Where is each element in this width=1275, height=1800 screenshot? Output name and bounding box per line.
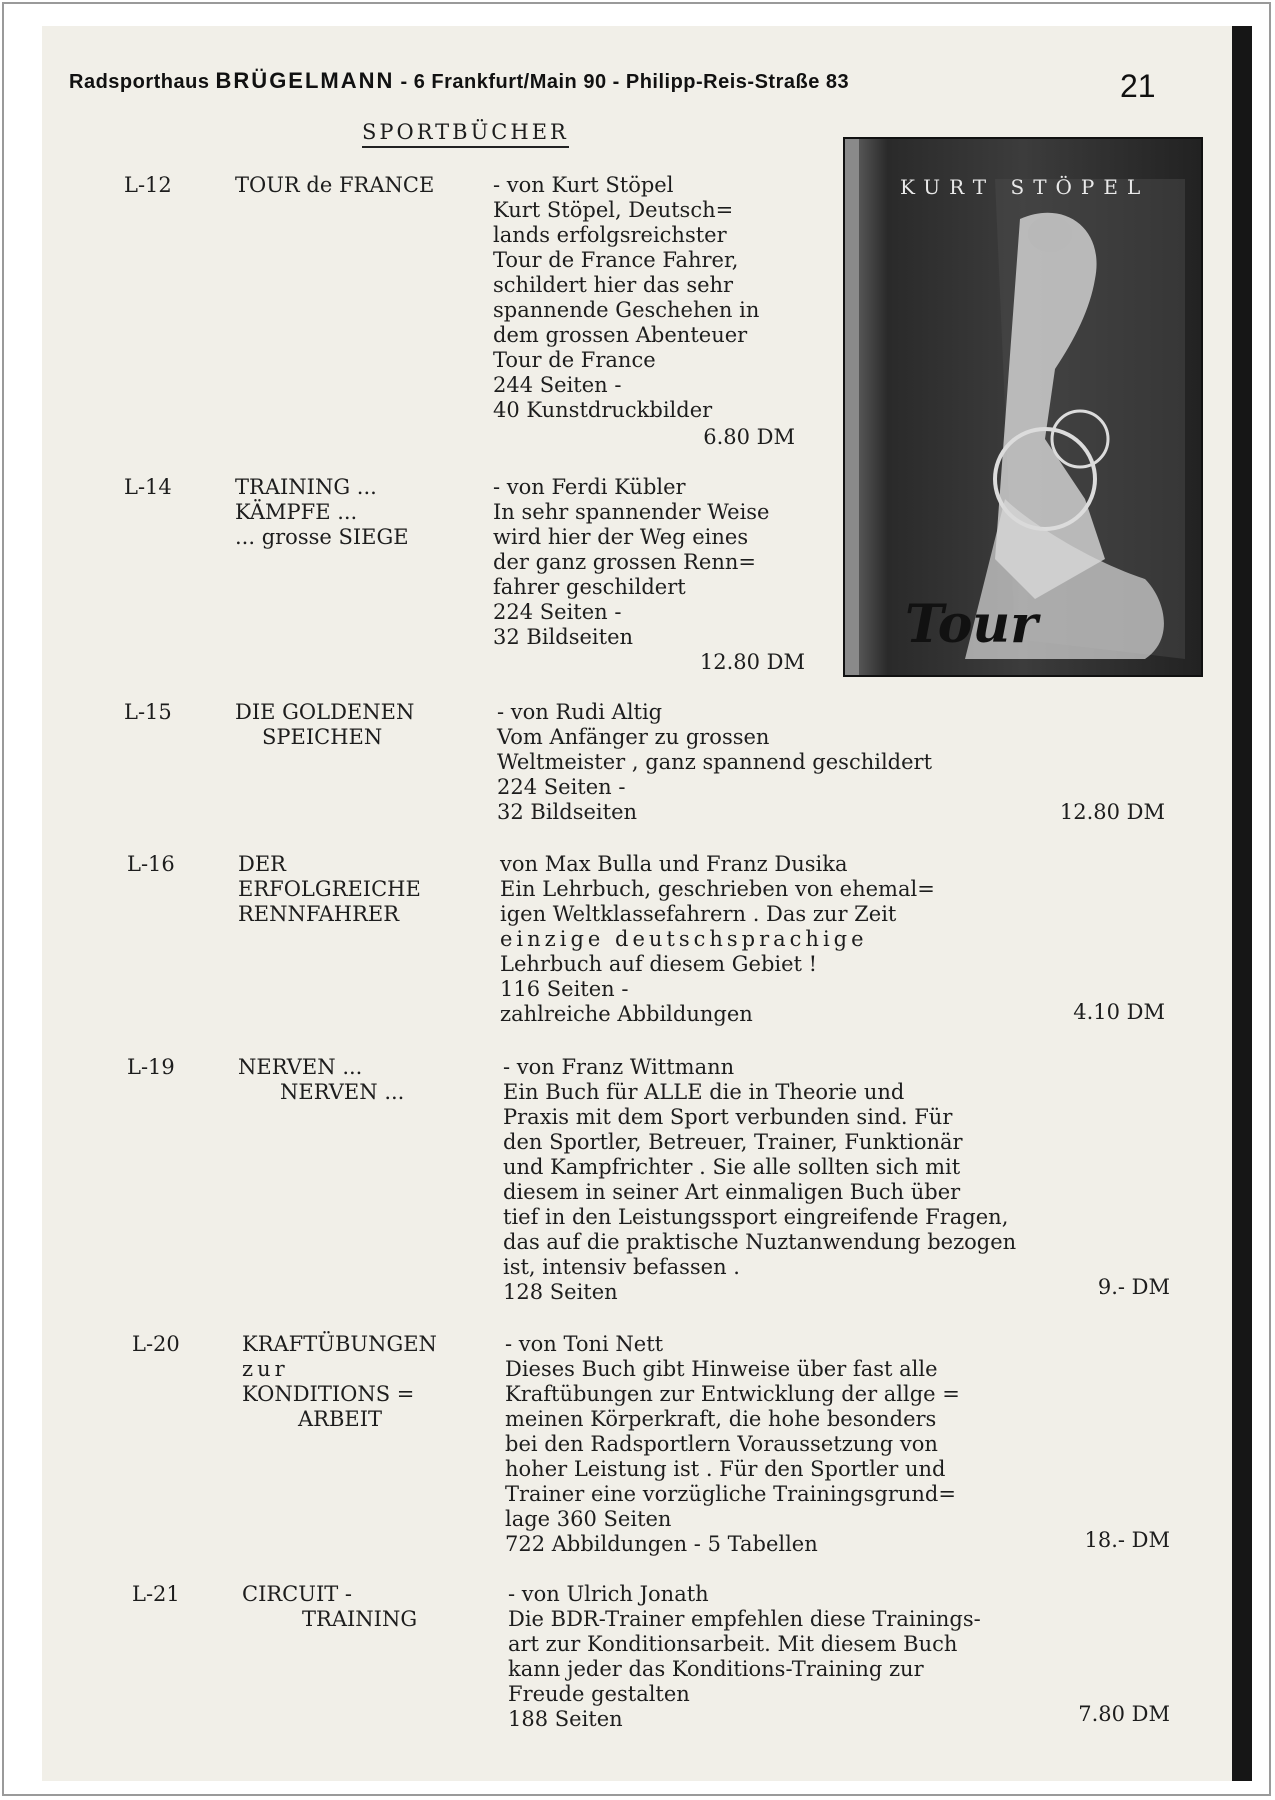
entry-price: 6.80 DM — [703, 425, 795, 449]
entry-title-line: KÄMPFE ... — [235, 500, 358, 524]
entry-description — [505, 1332, 1065, 1557]
entry-price: 12.80 DM — [1059, 800, 1165, 824]
desc-line: schildert hier das sehr — [493, 273, 734, 297]
desc-line: zahlreiche Abbildungen — [500, 1002, 753, 1026]
desc-line: 244 Seiten - — [493, 373, 622, 397]
desc-line: 188 Seiten — [508, 1707, 623, 1731]
entry-title-line: DIE GOLDENEN — [235, 700, 415, 724]
desc-line: In sehr spannender Weise — [493, 500, 770, 524]
entry-description — [503, 1055, 1063, 1305]
desc-line: 116 Seiten - — [500, 977, 629, 1001]
desc-line: und Kampfrichter . Sie alle sollten sich mit — [503, 1155, 961, 1179]
book-author: KURT STÖPEL — [900, 175, 1150, 199]
desc-line: - von Franz Wittmann — [503, 1055, 735, 1079]
entry-title-line: ... grosse SIEGE — [235, 525, 409, 549]
desc-line: igen Weltklassefahrern . Das zur Zeit — [500, 902, 897, 926]
entry-title-line: KRAFTÜBUNGEN — [242, 1332, 437, 1356]
section-title: SPORTBÜCHER — [362, 120, 569, 148]
desc-line: dem grossen Abenteuer — [493, 323, 748, 347]
desc-line: kann jeder das Konditions-Training zur — [508, 1657, 924, 1681]
desc-line: Kurt Stöpel, Deutsch= — [493, 198, 734, 222]
desc-line: das auf die praktische Nuztanwendung bezogen — [503, 1230, 1017, 1254]
desc-line: tief in den Leistungssport eingreifende Fragen, — [503, 1205, 1009, 1229]
entry-code: L-19 — [127, 1055, 175, 1079]
entry-code: L-12 — [124, 173, 172, 197]
entry-description — [493, 173, 1053, 423]
desc-line: ist, intensiv befassen . — [503, 1255, 740, 1279]
desc-line: Tour de France — [493, 348, 656, 372]
desc-line: einzige deutschsprachige — [500, 927, 868, 951]
desc-line: Ein Lehrbuch, geschrieben von ehemal= — [500, 877, 935, 901]
entry-title-line: NERVEN ... — [238, 1055, 363, 1079]
desc-line: Ein Buch für ALLE die in Theorie und — [503, 1080, 905, 1104]
desc-line: Vom Anfänger zu grossen — [497, 725, 770, 749]
desc-line: Trainer eine vorzügliche Trainingsgrund= — [505, 1482, 956, 1506]
desc-line: 32 Bildseiten — [493, 625, 634, 649]
header-brand: BRÜGELMANN — [215, 68, 395, 93]
desc-line: 128 Seiten — [503, 1280, 618, 1304]
desc-line: - von Kurt Stöpel — [493, 173, 674, 197]
desc-line: Lehrbuch auf diesem Gebiet ! — [500, 952, 818, 976]
desc-line: 224 Seiten - — [497, 775, 626, 799]
entry-code: L-21 — [132, 1582, 180, 1606]
desc-line: spannende Geschehen in — [493, 298, 760, 322]
entry-description — [493, 475, 1053, 650]
desc-line: meinen Körperkraft, die hohe besonders — [505, 1407, 937, 1431]
desc-line: - von Rudi Altig — [497, 700, 663, 724]
header-prefix: Radsporthaus — [69, 71, 210, 93]
entry-title-line: NERVEN ... — [280, 1080, 405, 1104]
entry-title-line: zur — [242, 1357, 289, 1381]
page-number: 21 — [1120, 68, 1156, 104]
entry-price: 12.80 DM — [699, 650, 805, 674]
desc-line: Die BDR-Trainer empfehlen diese Trainings- — [508, 1607, 981, 1631]
entry-price: 9.- DM — [1097, 1275, 1170, 1299]
entry-title-line: RENNFAHRER — [238, 902, 400, 926]
desc-line: Tour de France Fahrer, — [493, 248, 739, 272]
desc-line: von Max Bulla und Franz Dusika — [500, 852, 848, 876]
desc-line: - von Toni Nett — [505, 1332, 664, 1356]
entry-title-line: SPEICHEN — [262, 725, 383, 749]
entry-title-line: TRAINING — [302, 1607, 418, 1631]
desc-line: Kraftübungen zur Entwicklung der allge = — [505, 1382, 960, 1406]
entry-title-line: ARBEIT — [298, 1407, 383, 1431]
header-address: - 6 Frankfurt/Main 90 - Philipp-Reis-Straße 83 — [400, 71, 850, 93]
desc-line: bei den Radsportlern Voraussetzung von — [505, 1432, 938, 1456]
desc-line: wird hier der Weg eines — [493, 525, 749, 549]
desc-line: Dieses Buch gibt Hinweise über fast alle — [505, 1357, 938, 1381]
entry-code: L-20 — [132, 1332, 180, 1356]
desc-line: Freude gestalten — [508, 1682, 690, 1706]
desc-line: - von Ulrich Jonath — [508, 1582, 709, 1606]
entry-title-line: DER — [238, 852, 286, 876]
entry-price: 18.- DM — [1084, 1528, 1170, 1552]
desc-line: 224 Seiten - — [493, 600, 622, 624]
book-title: Tour — [905, 594, 1038, 655]
entry-code: L-14 — [124, 475, 172, 499]
entry-description — [497, 700, 1057, 825]
entry-price: 7.80 DM — [1078, 1702, 1170, 1726]
entry-code: L-15 — [124, 700, 172, 724]
entry-title-line: TOUR de FRANCE — [235, 173, 435, 197]
desc-line: 722 Abbildungen - 5 Tabellen — [505, 1532, 818, 1556]
desc-line: 32 Bildseiten — [497, 800, 638, 824]
desc-line: lands erfolgsreichster — [493, 223, 727, 247]
entry-code: L-16 — [127, 852, 175, 876]
desc-line: 40 Kunstdruckbilder — [493, 398, 713, 422]
entry-title-line: ERFOLGREICHE — [238, 877, 421, 901]
desc-line: den Sportler, Betreuer, Trainer, Funktionär — [503, 1130, 963, 1154]
desc-line: art zur Konditionsarbeit. Mit diesem Buch — [508, 1632, 958, 1656]
entry-title-line: KONDITIONS = — [242, 1382, 415, 1406]
entry-title-line: TRAINING ... — [235, 475, 377, 499]
desc-line: hoher Leistung ist . Für den Sportler und — [505, 1457, 946, 1481]
desc-line: - von Ferdi Kübler — [493, 475, 686, 499]
desc-line: lage 360 Seiten — [505, 1507, 672, 1531]
entry-price: 4.10 DM — [1073, 1000, 1165, 1024]
desc-line: Weltmeister , ganz spannend geschildert — [497, 750, 933, 774]
entry-title-line: CIRCUIT - — [242, 1582, 353, 1606]
desc-line: der ganz grossen Renn= — [493, 550, 757, 574]
desc-line: diesem in seiner Art einmaligen Buch über — [503, 1180, 961, 1204]
desc-line: fahrer geschildert — [493, 575, 686, 599]
page-header — [69, 68, 849, 94]
desc-line: Praxis mit dem Sport verbunden sind. Für — [503, 1105, 953, 1129]
